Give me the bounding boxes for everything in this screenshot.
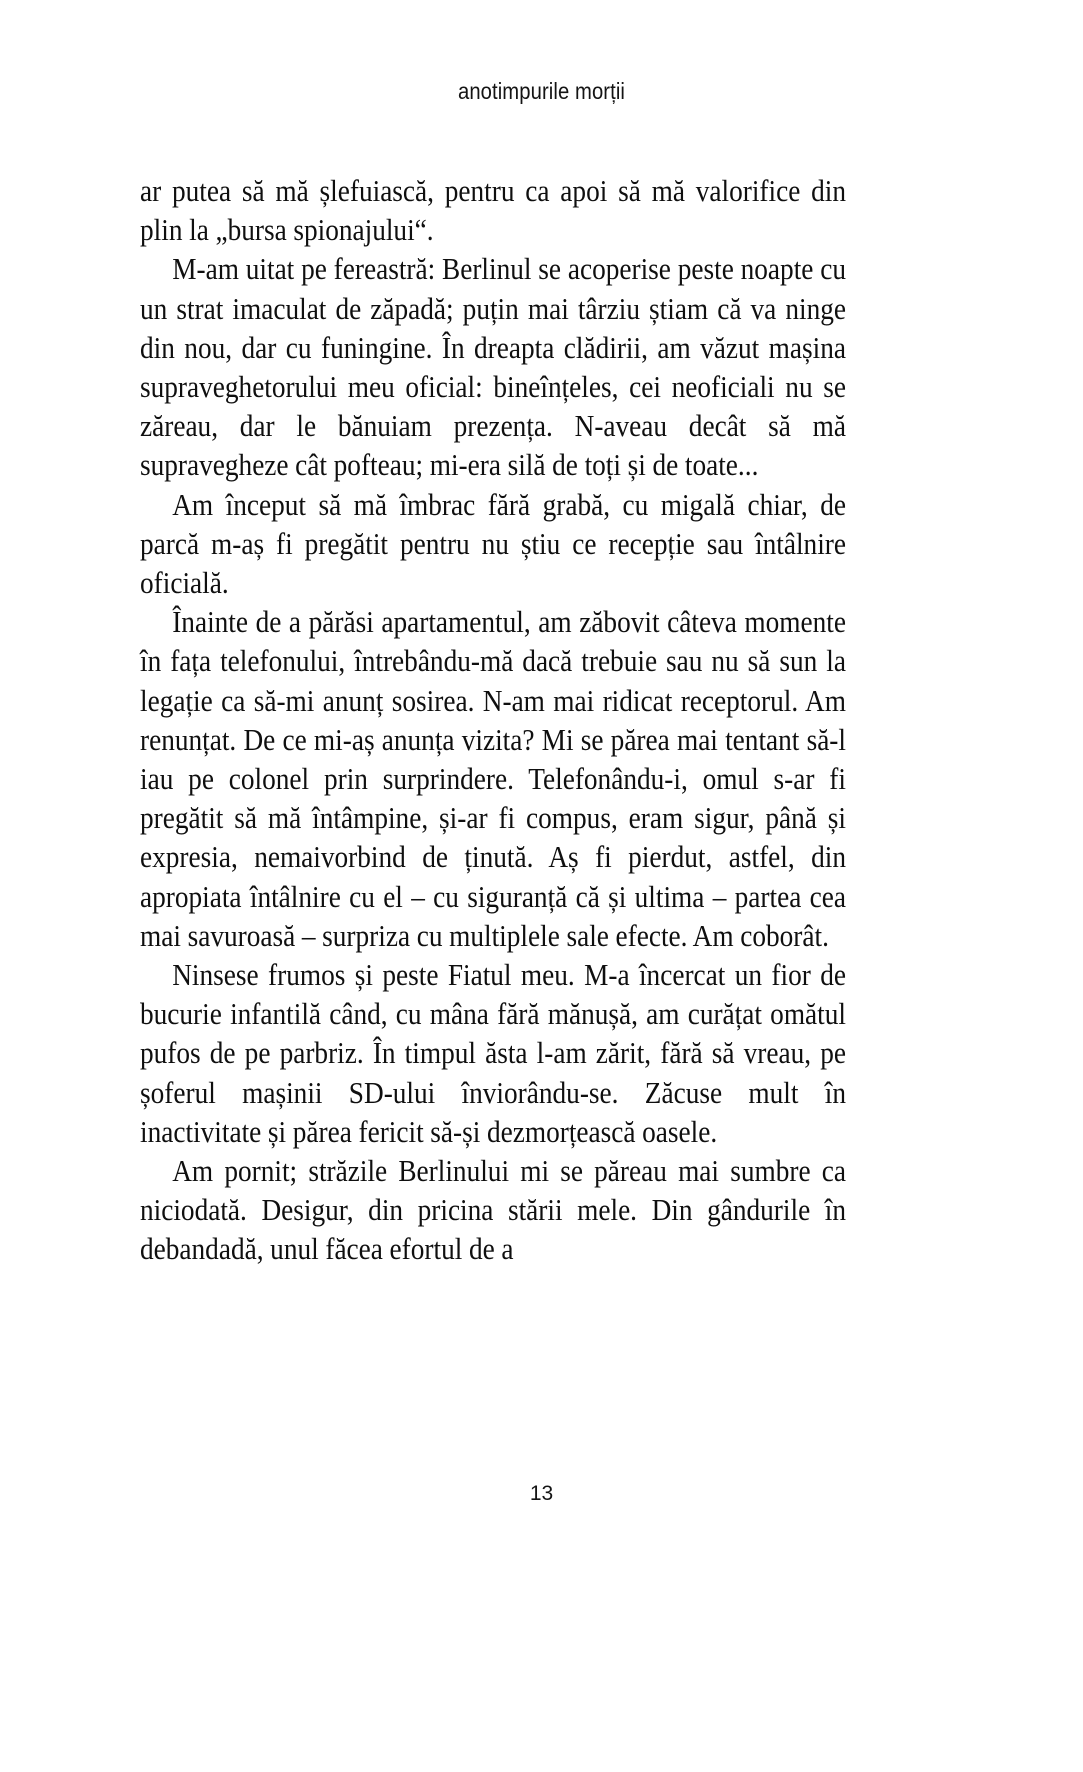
paragraph bbox=[140, 250, 846, 485]
body-text-block bbox=[140, 172, 846, 1270]
paragraph-text: Ninsese frumos și peste Fiatul meu. M-a încercat un fior de bucurie infantilă când, cu mâna fără mănușă, am curățat omătul pufos de pe parbriz. În timpul ăsta l-am zărit, fără să vreau, pe șoferul mașinii SD-ului înviorându-se. Zăcuse mult în inactivitate și părea fericit să-și dezmorțească oasele. bbox=[140, 958, 846, 1149]
paragraph-text: ar putea să mă șlefuiască, pentru ca apoi să mă valorifice din plin la „bursa spionajului“. bbox=[140, 174, 846, 248]
paragraph-text: Am pornit; străzile Berlinului mi se păreau mai sumbre ca niciodată. Desigur, din pricina stării mele. Din gândurile în debandadă, unul făcea efortul de a bbox=[140, 1154, 846, 1267]
running-header: anotimpurile morții bbox=[457, 78, 626, 104]
paragraph bbox=[140, 956, 846, 1152]
paragraph-text: Înainte de a părăsi apartamentul, am zăbovit câteva momente în fața telefonului, întrebându-mă dacă trebuie sau nu să sun la legație ca să-mi anunț sosirea. N-am mai ridicat receptorul. Am renunțat. De ce mi-aș anunța vizita? Mi se părea mai tentant să-l iau pe colonel prin surprindere. Telefonându-i, omul s-ar fi pregătit să mă întâmpine, și-ar fi compus, eram sigur, până și expresia, nemaivorbind de ținută. Aș fi pierdut, astfel, din apropiata întâlnire cu el – cu siguranță că și ultima – partea cea mai savuroasă – surpriza cu multiplele sale efecte. Am coborât. bbox=[140, 605, 846, 953]
paragraph bbox=[140, 172, 846, 250]
paragraph-text: Am început să mă îmbrac fără grabă, cu migală chiar, de parcă m-aș fi pregătit pentru nu știu ce recepție sau întâlnire oficială. bbox=[140, 487, 846, 601]
page-number: 13 bbox=[529, 1482, 554, 1505]
paragraph bbox=[140, 486, 846, 604]
paragraph bbox=[140, 1152, 846, 1270]
paragraph-text: M-am uitat pe fereastră: Berlinul se acoperise peste noapte cu un strat imaculat de zăpadă; puțin mai târziu știam că va ninge din nou, dar cu funingine. În dreapta clădirii, am văzut mașina supraveghetorului meu oficial: bineînțeles, cei neoficiali nu se zăreau, dar le bănuiam prezența. N-aveau decât să mă supravegheze cât pofteau; mi-era silă de toți și de toate... bbox=[140, 252, 846, 483]
paragraph bbox=[140, 603, 846, 956]
